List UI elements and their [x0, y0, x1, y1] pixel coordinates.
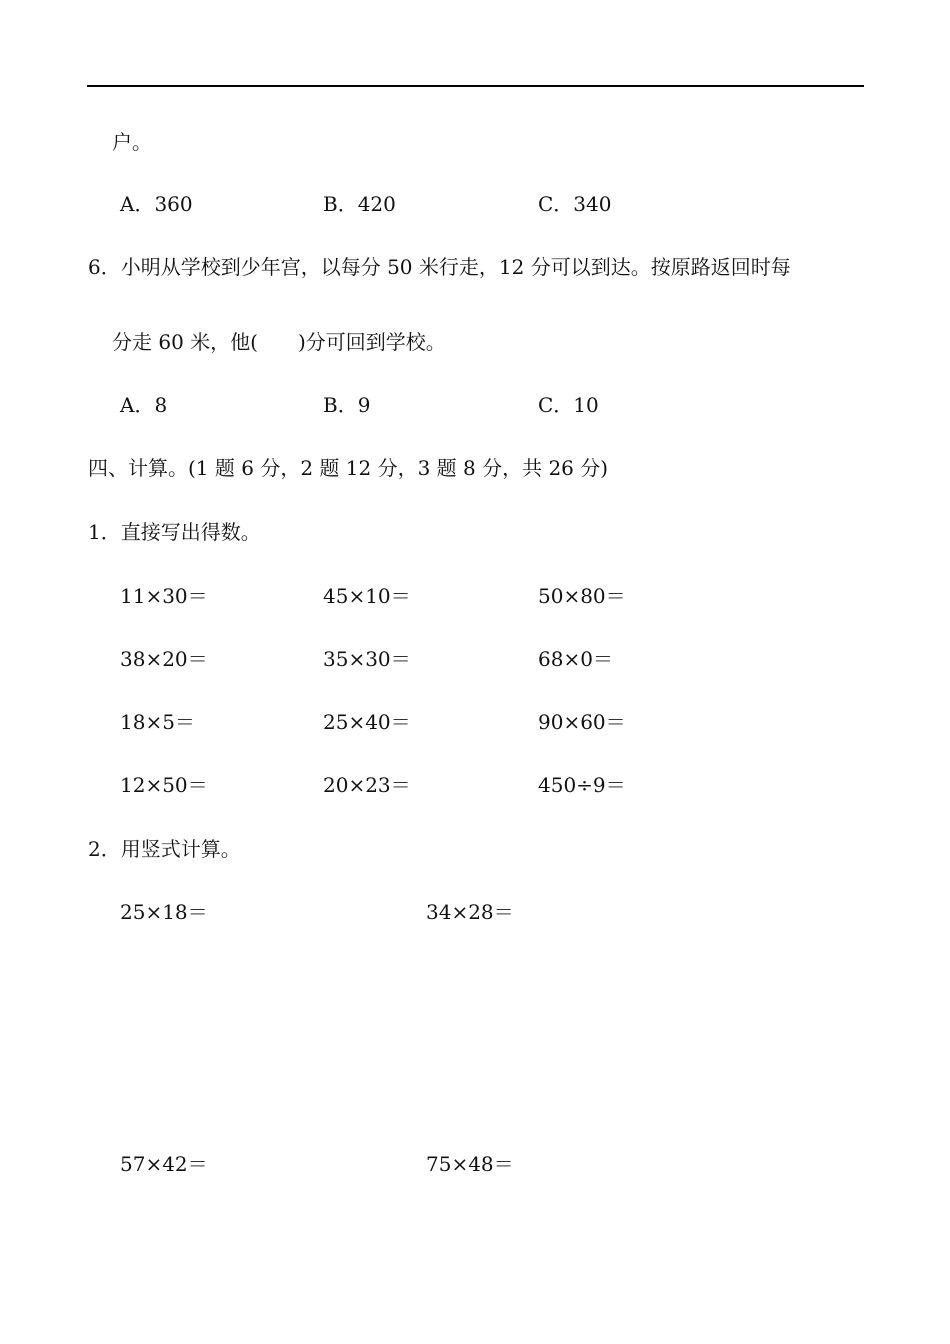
section4-heading: 四、计算。(1 题 6 分，2 题 12 分，3 题 8 分，共 26 分) — [88, 456, 609, 480]
vertical-calc-item: 25×18＝ — [120, 900, 208, 924]
oral-calc-item: 45×10＝ — [323, 584, 411, 608]
q5-option-a: A．360 — [120, 192, 193, 216]
oral-calc-item: 20×23＝ — [323, 773, 411, 797]
q5-option-c: C．340 — [538, 192, 612, 216]
oral-calc-item: 35×30＝ — [323, 647, 411, 671]
q6-option-a: A．8 — [120, 393, 168, 417]
header-rule — [87, 85, 864, 87]
oral-calc-item: 18×5＝ — [120, 710, 195, 734]
part1-title: 1．直接写出得数。 — [88, 520, 261, 544]
oral-calc-item: 90×60＝ — [538, 710, 626, 734]
vertical-calc-item: 57×42＝ — [120, 1152, 208, 1176]
q6-text-line2: 分走 60 米，他( )分可回到学校。 — [112, 330, 446, 354]
q5-option-b: B．420 — [323, 192, 396, 216]
oral-calc-item: 38×20＝ — [120, 647, 208, 671]
q6-option-b: B．9 — [323, 393, 371, 417]
oral-calc-item: 11×30＝ — [120, 584, 208, 608]
part2-title: 2．用竖式计算。 — [88, 837, 241, 861]
oral-calc-item: 12×50＝ — [120, 773, 208, 797]
vertical-calc-item: 75×48＝ — [426, 1152, 514, 1176]
oral-calc-item: 25×40＝ — [323, 710, 411, 734]
oral-calc-item: 68×0＝ — [538, 647, 613, 671]
oral-calc-item: 50×80＝ — [538, 584, 626, 608]
vertical-calc-item: 34×28＝ — [426, 900, 514, 924]
q5-continuation: 户。 — [112, 130, 152, 154]
q6-text-line1: 6．小明从学校到少年宫，以每分 50 米行走，12 分可以到达。按原路返回时每 — [88, 255, 791, 279]
oral-calc-item: 450÷9＝ — [538, 773, 626, 797]
q6-option-c: C．10 — [538, 393, 599, 417]
